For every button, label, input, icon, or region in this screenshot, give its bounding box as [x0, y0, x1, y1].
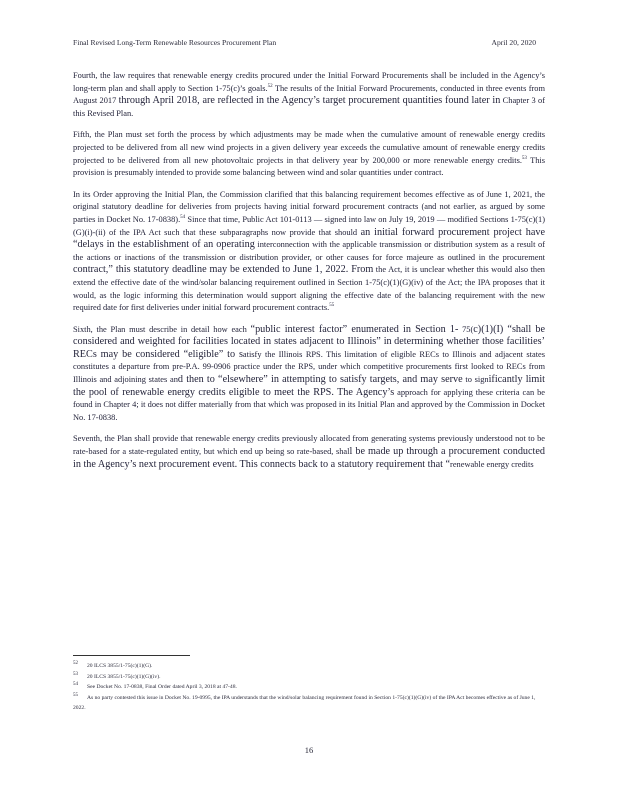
paragraph-text: the Act, it is unclear whether this would also then extend the effective date of the wind/solar balancing requirement outlined in Section 1-75(c)(1)(G)(iv) of the Act; the IPA proposes that it would, as the logic informing this determination would support aligning the effective date of the balancing requirement with the new required date for first deliveries under initial forward procurement contracts.	[73, 265, 545, 313]
paragraph-text: an initial forward procurement project have “delays in the establishment of an operating	[73, 226, 545, 251]
footnote: $^{54}$ See Docket No. 17-0838, Final Order dated April 3, 2018 at 47-48.	[73, 682, 237, 691]
footnote-reference: 52	[267, 83, 273, 89]
footnote-reference: 54	[180, 215, 186, 221]
footnote-divider	[73, 655, 190, 656]
paragraph-text: The results of the Initial Forward Procurements, conducted in three events from August 2017	[73, 83, 545, 106]
running-header	[73, 38, 536, 47]
body-paragraph	[73, 433, 545, 471]
body-paragraph	[73, 324, 545, 425]
paragraph-text: Chapter 3 of this Revised Plan.	[73, 96, 545, 118]
paragraph-text: Fourth, the law requires that renewable energy credits procured under the Initial Forward Procurements shall be included in the Agency’s long-term plan and shall apply to Section 1-75(c)’s goals.	[73, 71, 545, 93]
body-text	[73, 70, 545, 480]
paragraph-text: determining whether those facilities’ RECs may be considered “eligible” to s	[73, 336, 545, 360]
paragraph-text: Since that time, Public Act 101-0113 — signed into law on July 19, 2019 — modified Sections 1-75(c)(1)(G)(i)-(ii) of the IPA Act such that these subparagraphs now provide that should	[73, 214, 545, 237]
footnote: $^{52}$ 20 ILCS 3855/1-75(c)(1)(G).	[73, 661, 153, 669]
footnotes	[73, 661, 545, 714]
paragraph-text: atisfy the Illinois RPS. This limitation of eligible RECs to Illinois and adjacent states constitutes a departure from pre-P.A. 99-0906 practice under the RPS, under which competitive procurements first looked to RECs from Illinois and adjoining states an	[73, 349, 546, 385]
footnote-text: 20 ILCS 3855/1-75(c)(1)(G)(iv).	[87, 673, 161, 680]
paragraph-text: interconnection with the applicable transmission or distribution system as a result of the actions or inactions of the transmission or distribution provider, or other causes for force majeure as outlined in the procurement	[73, 240, 546, 262]
body-paragraph	[73, 189, 545, 315]
paragraph-text: “public interest factor” enumerated in Section 1-	[250, 323, 459, 335]
body-paragraph	[73, 129, 545, 179]
paragraph-text: This provision is presumably intended to provide some balancing between wind and solar quantities under contract.	[73, 155, 545, 178]
paragraph-text: procurement event. This connects back to a statutory requirement that “	[158, 458, 451, 470]
header-title: Final Revised Long-Term Renewable Resources Procurement Plan	[73, 38, 277, 47]
paragraph-text: Fifth, the Plan must set forth the process by which adjustments may be made when the cumulative amount of renewable energy credits projected to be delivered from all new wind projects in a given delivery year exceeds the cumulative amount of renewable energy credits projected to be delivered from all new photovoltaic projects in that delivery year by 200,000 or more renewable energy credits.	[73, 130, 545, 165]
body-paragraph	[73, 70, 545, 120]
footnote-reference: 53	[521, 155, 527, 161]
footnote: $^{53}$ 20 ILCS 3855/1-75(c)(1)(G)(iv).	[73, 671, 161, 680]
footnote-text: As no party contested this issue in Docket No. 19-0995, the IPA understands that the wind/solar balancing requirement found in Section 1-75(c)(1)(G)(iv) of the IPA Act becomes effective as of June 1, 2022.	[73, 694, 536, 712]
paragraph-text: l be made up through a procurement conducted in the Agency’s next	[73, 446, 545, 470]
page-number: 16	[304, 745, 314, 755]
paragraph-text: Seventh, the Plan shall provide that renewable energy credits previously allocated from generating systems previously understood not to be rate-based for a state-regulated entity, but which end up being so rate-based, shal	[73, 434, 545, 457]
paragraph-text: ificantly limit the pool of renewable energy credits eligible to meet the RPS. The Agency’s	[73, 374, 545, 398]
paragraph-text: contract,” this statutory deadline may be extended to June 1, 2022. From	[73, 264, 374, 276]
paragraph-text: In its Order approving the Initial Plan, the Commission clarified that this balancing requirement becomes effective as of June 1, 2021, the original statutory deadline for deliveries from projects having initial forward procurement contracts (and not earlier, as argued by some parties in Docket No. 17-0838).	[73, 189, 545, 224]
footnote: $^{55}$ As no party contested this issue in Docket No. 19-0995, the IPA understands that the wind/solar balancing requirement found in Section 1-75(c)(1)(G)(iv) of the IPA Act becomes effective as of June 1, 2022.	[73, 692, 536, 712]
paragraph-text: to sign	[462, 375, 489, 385]
paragraph-text: through April 2018, are reflected in the Agency’s target procurement quantities found later in	[118, 95, 501, 107]
paragraph-text: renewable energy credits	[450, 459, 534, 469]
header-date: April 20, 2020	[491, 38, 536, 47]
paragraph-text: approach for applying these criteria can be found in Chapter 4; it does not differ materially from that which was proposed in its Initial Plan and approved by the Commission in Docket No. 17-0838.	[73, 387, 545, 422]
paragraph-text: c)(1)(I) “shall be considered and weighted for facilities located in states adjacent to Illinois” in	[73, 323, 545, 348]
footnote-text: See Docket No. 17-0838, Final Order dated April 3, 2018 at 47-48.	[87, 684, 237, 691]
footnote-reference: 55	[329, 303, 335, 309]
footnote-text: 20 ILCS 3855/1-75(c)(1)(G).	[87, 663, 153, 669]
paragraph-text: Sixth, the Plan must describe in detail how each	[73, 324, 251, 334]
paragraph-text: 75(	[458, 324, 474, 334]
paragraph-text: d then to “elsewhere” in attempting to satisfy targets, and may serve	[177, 374, 463, 386]
